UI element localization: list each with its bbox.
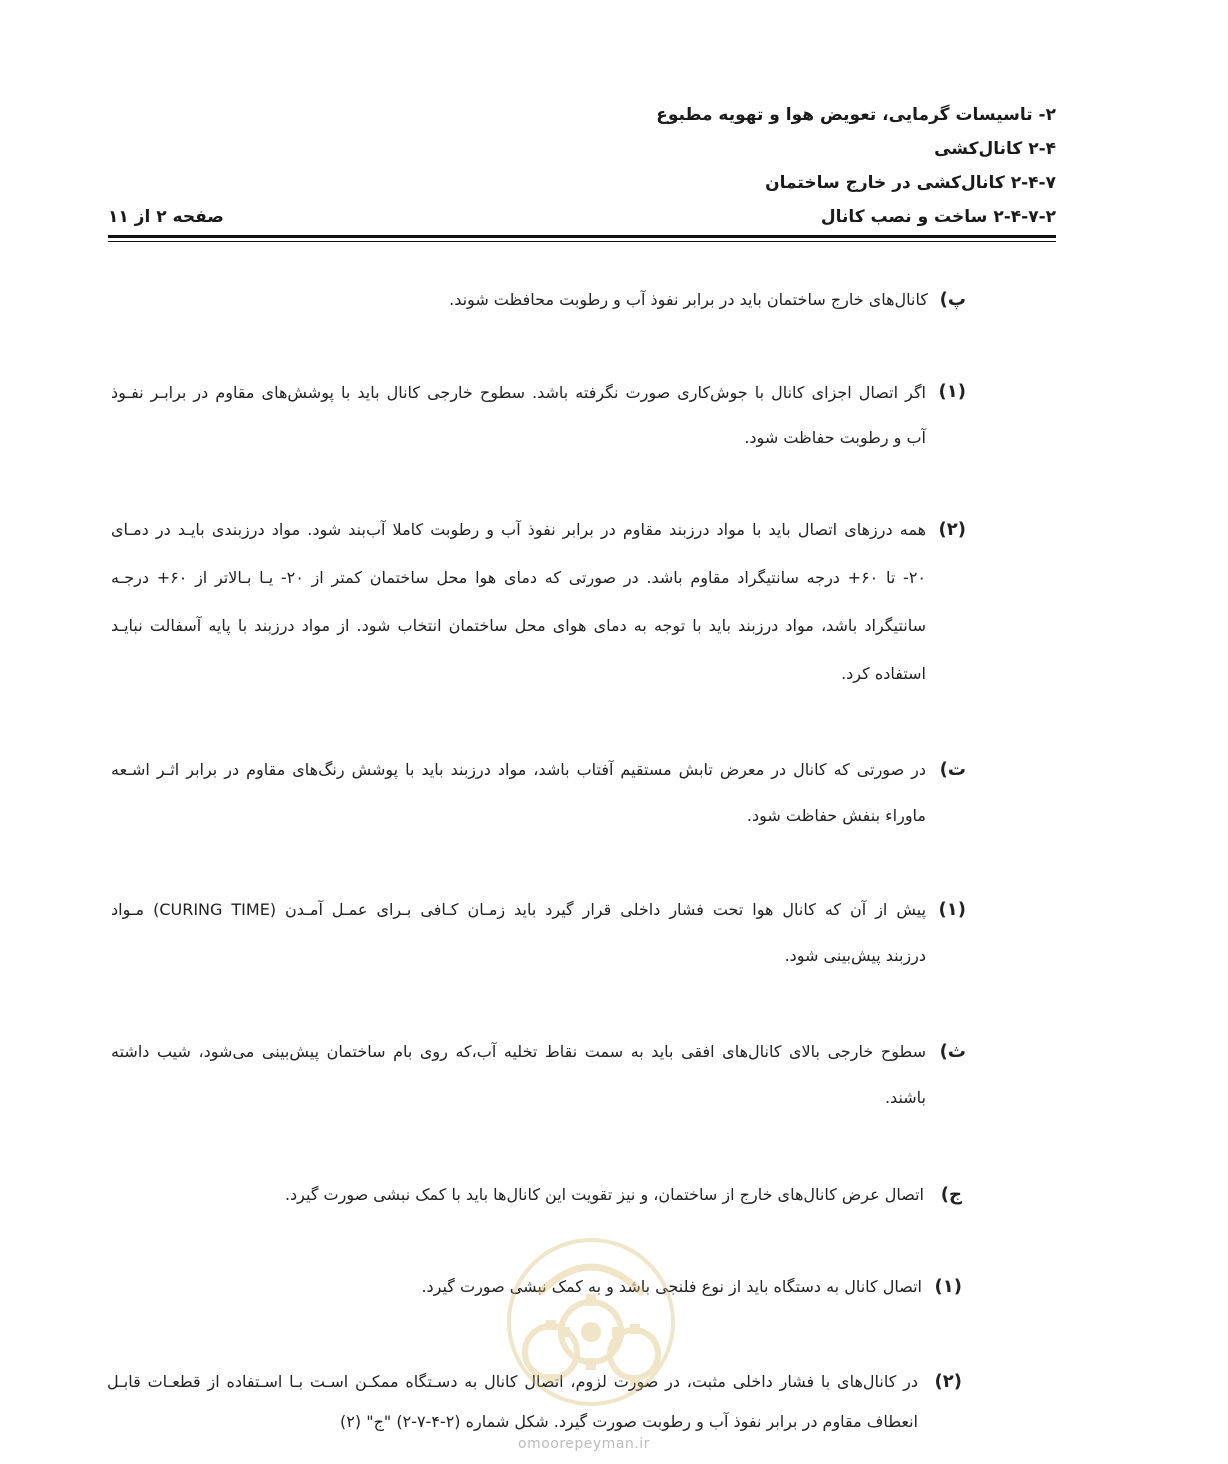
clause-marker: (۲) bbox=[938, 519, 966, 540]
clause-text-line: کانال‌های خارج ساختمان باید در برابر نفوذ آب و رطوبت محافظت شوند. bbox=[449, 290, 928, 309]
clause-text-line: اگر اتصال اجزای کانال با جوش‌کاری صورت نگرفته باشد. سطوح خارجی کانال باید با پوشش‌های مقاوم در برابـر نفـوذ bbox=[111, 383, 926, 402]
clause-marker: ج) bbox=[940, 1184, 962, 1205]
gear-seal-logo-icon bbox=[496, 1222, 686, 1442]
clause-marker: (۲) bbox=[934, 1371, 962, 1392]
clause-text-line: سانتیگراد باشد، مواد درزبند باید با توجه به دمای هوای محل ساختمان انتخاب شود. از مواد درزبند با پایه آسفالت نبایـد bbox=[111, 616, 926, 635]
clause-text-line: اتصال کانال به دستگاه باید از نوع فلنجی باشد و به کمک نبشی صورت گیرد. bbox=[421, 1277, 922, 1296]
clause-text-line: آب و رطوبت حفاظت شود. bbox=[744, 428, 926, 447]
header-subsection: ۲-۴-۷ کانال‌کشی در خارج ساختمان bbox=[765, 173, 1056, 193]
clause-text-line: پیش از آن که کانال هوا تحت فشار داخلی قرار گیرد باید زمـان کـافی بـرای عمـل آمـدن (CURING TIME) مـواد bbox=[111, 900, 927, 919]
clause-text-line: ماوراء بنفش حفاظت شود. bbox=[746, 806, 926, 825]
clause-marker: پ) bbox=[939, 289, 966, 310]
clause-text-line: انعطاف مقاوم در برابر نفوذ آب و رطوبت صورت گیرد. شکل شماره (۲-۴-۷-۲) "ج" (۲) bbox=[340, 1412, 918, 1431]
clause-text-line: باشند. bbox=[884, 1088, 926, 1107]
page-number: صفحه ۲ از ۱۱ bbox=[108, 207, 224, 227]
clause-text-line: ۲۰- تا ۶۰+ درجه سانتیگراد مقاوم باشد. در صورتی که دمای هوا محل ساختمان کمتر از ۲۰- یـا بـالاتر از ۶۰+ درجـه bbox=[111, 568, 927, 587]
header-section: ۲-۴ کانال‌کشی bbox=[934, 139, 1056, 159]
header-chapter: ۲- تاسیسات گرمایی، تعویض هوا و تهویه مطبوع bbox=[656, 105, 1056, 125]
clause-marker: ت) bbox=[939, 759, 966, 780]
clause-marker: (۱) bbox=[938, 381, 966, 402]
clause-text-line: همه درزهای اتصال باید با مواد درزبند مقاوم در برابر نفوذ آب و رطوبت کاملا آب‌بند شود. مواد درزبندی بایـد در دمـای bbox=[111, 520, 926, 539]
clause-marker: (۱) bbox=[938, 899, 966, 920]
header-divider-thin bbox=[108, 241, 1056, 242]
clause-marker: (۱) bbox=[934, 1276, 962, 1297]
clause-text-line: استفاده کرد. bbox=[841, 664, 926, 683]
header-clause: ۲-۴-۷-۲ ساخت و نصب کانال bbox=[820, 207, 1056, 227]
header-divider-thick bbox=[108, 235, 1056, 238]
clause-marker: ث) bbox=[939, 1041, 966, 1062]
clause-text-line: اتصال عرض کانال‌های خارج از ساختمان، و نیز تقویت این کانال‌ها باید با کمک نبشی صورت گیرد. bbox=[284, 1185, 924, 1204]
watermark-url: omoorepeyman.ir bbox=[518, 1436, 650, 1452]
document-header bbox=[108, 98, 1056, 234]
clause-text-line: در کانال‌های با فشار داخلی مثبت، در صورت لزوم، اتصال کانال به دسـتگاه ممکـن اسـت بـا اسـتفاده از قطعـات قابـل bbox=[107, 1372, 918, 1391]
clause-text-line: سطوح خارجی بالای کانال‌های افقی باید به سمت نقاط تخلیه آب،که روی بام ساختمان پیش‌بینی می‌شود، شیب داشته bbox=[111, 1042, 926, 1061]
clause-text-line: درزبند پیش‌بینی شود. bbox=[784, 946, 926, 965]
clause-text-line: در صورتی که کانال در معرض تابش مستقیم آفتاب باشد، مواد درزبند باید با پوشش رنگ‌های مقاوم در برابر اثـر اشـعه bbox=[111, 760, 926, 779]
